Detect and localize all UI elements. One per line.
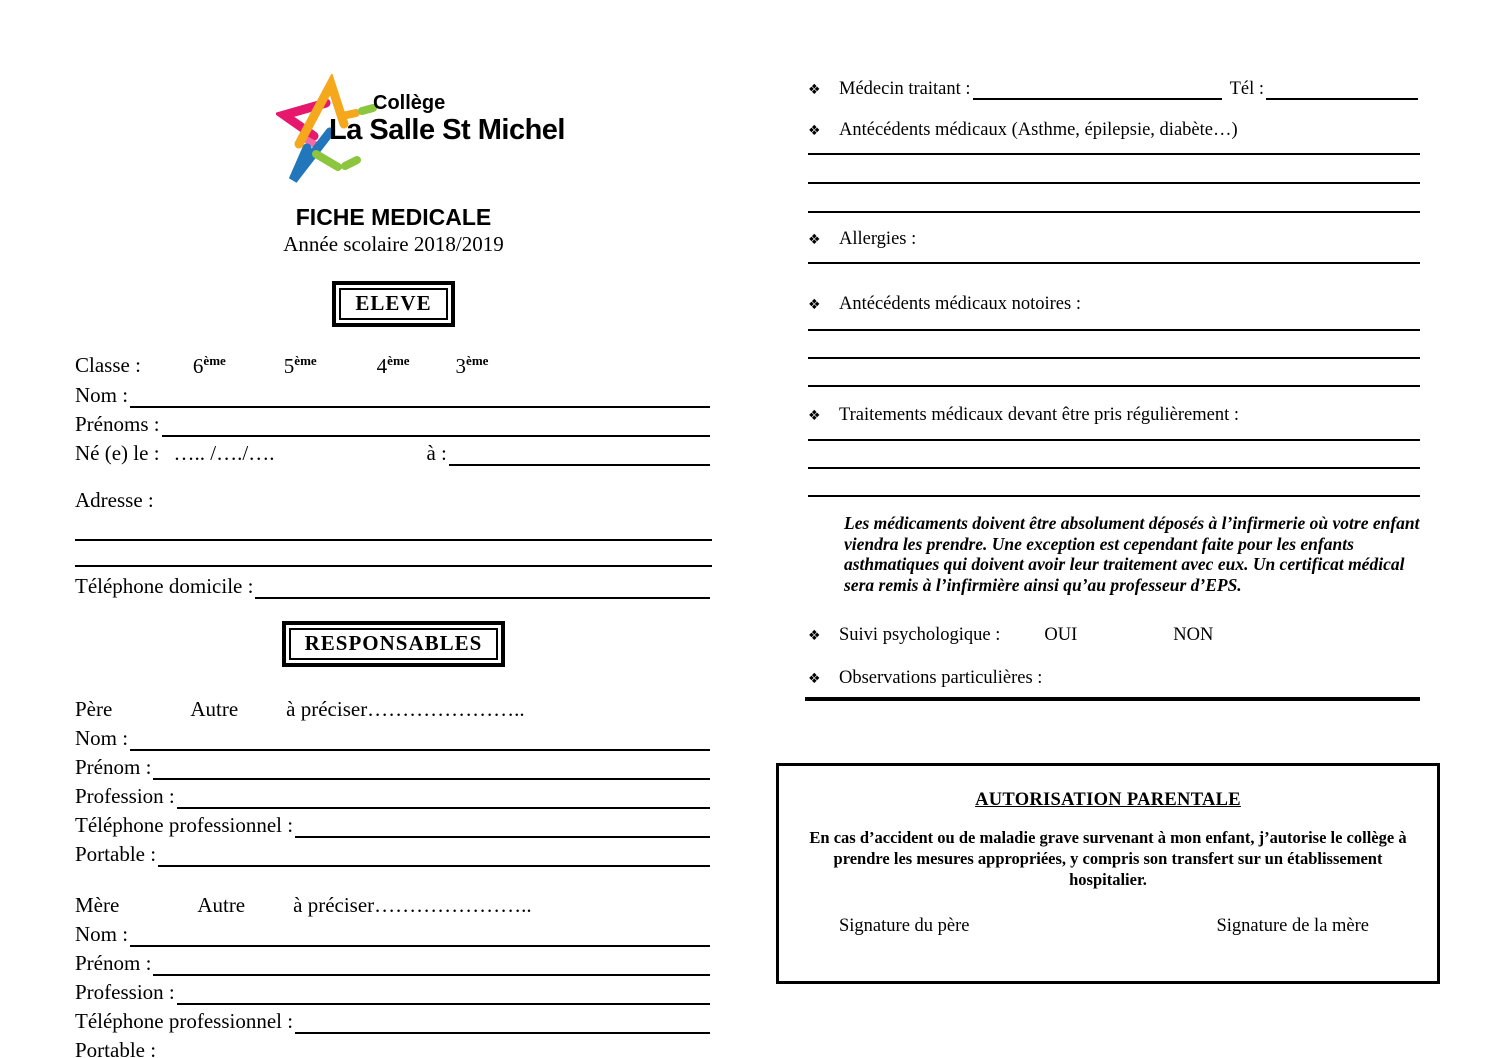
prenoms-label: Prénoms : [75, 412, 160, 436]
classe-option-3eme[interactable]: 3ème [455, 353, 489, 378]
traitements-label: Traitements médicaux devant être pris régulièrement : [839, 405, 1240, 425]
mere-preciser-label[interactable]: à préciser………………….. [293, 893, 532, 917]
mere-autre-label[interactable]: Autre [197, 893, 246, 917]
medecin-traitant-label: Médecin traitant : [839, 79, 971, 99]
adresse-blank-line-1[interactable] [75, 539, 712, 541]
notoires-label: Antécédents médicaux notoires : [839, 294, 1081, 314]
classe-row [75, 353, 712, 379]
prenoms-row [75, 411, 712, 437]
allergies-blank-line[interactable] [808, 262, 1420, 264]
antecedents-label: Antécédents médicaux (Asthme, épilepsie, diabète…) [839, 120, 1238, 140]
autorisation-parentale-box [776, 763, 1440, 984]
page-title: FICHE MEDICALE [295, 204, 492, 230]
observations-row [805, 668, 1420, 701]
allergies-row [808, 229, 1420, 250]
pere-tel-pro-row [75, 812, 712, 838]
classe-option-6eme[interactable]: 6ème [192, 353, 226, 378]
pere-nom-row [75, 725, 712, 751]
mere-nom-label: Nom : [75, 922, 129, 946]
diamond-bullet-icon: ❖ [808, 408, 821, 424]
pere-profession-blank-line[interactable] [177, 785, 710, 809]
pere-label[interactable]: Père [75, 697, 113, 721]
medecin-traitant-row [808, 76, 1420, 100]
observations-label: Observations particulières : [839, 668, 1043, 688]
prenoms-blank-line[interactable] [162, 413, 710, 437]
antecedents-row [808, 120, 1420, 141]
pere-profession-label: Profession : [75, 784, 175, 808]
mere-portable-label: Portable : [75, 1038, 157, 1058]
ne-le-label: Né (e) le : [75, 441, 160, 465]
logo-school-name: La Salle St Michel [329, 114, 565, 146]
pere-prenom-label: Prénom : [75, 755, 152, 779]
mere-portable-row [75, 1037, 712, 1058]
pere-prenom-blank-line[interactable] [153, 756, 710, 780]
signature-pere-label[interactable]: Signature du père [839, 916, 970, 936]
pere-nom-blank-line[interactable] [130, 727, 710, 751]
notoires-row [808, 294, 1420, 315]
suivi-oui-option[interactable]: OUI [1044, 625, 1078, 645]
mere-label[interactable]: Mère [75, 893, 120, 917]
logo-college-text: Collège [373, 92, 446, 114]
signatures-row [787, 916, 1429, 937]
tel-blank-line[interactable] [1266, 76, 1418, 100]
pere-prenom-row [75, 754, 712, 780]
pere-portable-row [75, 841, 712, 867]
autorisation-title: AUTORISATION PARENTALE [975, 790, 1241, 810]
traitements-blank-line-3[interactable] [808, 495, 1420, 497]
medicaments-note: Les médicaments doivent être absolument déposés à l’infirmerie où votre enfant viendra les prendre. Une exception est cependant faite pour les enfants asthmatiques qui doivent avoir leur traitement avec eux. Un certificat médical sera remis à l’infirmière ainsi qu’au professeur d’EPS. [844, 513, 1420, 595]
classe-option-5eme[interactable]: 5ème [283, 353, 317, 378]
antecedents-blank-line-3[interactable] [808, 211, 1420, 213]
eleve-section-box [332, 281, 454, 327]
adresse-blank-line-2[interactable] [75, 565, 712, 567]
pere-preciser-label[interactable]: à préciser………………….. [286, 697, 525, 721]
diamond-bullet-icon: ❖ [808, 671, 821, 687]
date-dots[interactable]: ….. /…./…. [173, 441, 275, 465]
mere-prenom-label: Prénom : [75, 951, 152, 975]
nom-blank-line[interactable] [130, 384, 710, 408]
tel-label: Tél : [1229, 79, 1264, 99]
classe-label: Classe : [75, 353, 141, 377]
diamond-bullet-icon: ❖ [808, 123, 821, 139]
pere-profession-row [75, 783, 712, 809]
pere-tel-pro-label: Téléphone professionnel : [75, 813, 294, 837]
antecedents-blank-line-1[interactable] [808, 153, 1420, 155]
mere-header-row [75, 893, 712, 918]
page-subtitle: Année scolaire 2018/2019 [283, 232, 504, 256]
classe-option-4eme[interactable]: 4ème [376, 353, 410, 378]
diamond-bullet-icon: ❖ [808, 82, 821, 98]
pere-portable-label: Portable : [75, 842, 157, 866]
mere-tel-pro-label: Téléphone professionnel : [75, 1009, 294, 1033]
responsables-section-box [282, 621, 506, 667]
diamond-bullet-icon: ❖ [808, 297, 821, 313]
tel-domicile-blank-line[interactable] [255, 575, 710, 599]
mere-profession-row [75, 979, 712, 1005]
mere-profession-blank-line[interactable] [177, 981, 710, 1005]
suivi-non-option[interactable]: NON [1173, 625, 1214, 645]
suivi-psychologique-row [808, 625, 1420, 646]
mere-nom-row [75, 921, 712, 947]
mere-prenom-blank-line[interactable] [153, 952, 710, 976]
tel-domicile-label: Téléphone domicile : [75, 574, 254, 598]
responsables-section-title: RESPONSABLES [289, 628, 499, 660]
notoires-blank-line-3[interactable] [808, 385, 1420, 387]
allergies-label: Allergies : [839, 229, 917, 249]
right-column [808, 0, 1420, 984]
pere-portable-blank-line[interactable] [158, 843, 710, 867]
diamond-bullet-icon: ❖ [808, 628, 821, 644]
left-column [75, 0, 712, 1058]
tel-domicile-row [75, 573, 712, 599]
mere-nom-blank-line[interactable] [130, 923, 710, 947]
naissance-row [75, 440, 712, 466]
adresse-label: Adresse : [75, 488, 154, 512]
traitements-row [808, 405, 1420, 426]
lieu-naissance-blank-line[interactable] [449, 442, 710, 466]
medecin-blank-line[interactable] [973, 76, 1222, 100]
traitements-blank-line-2[interactable] [808, 467, 1420, 469]
mere-profession-label: Profession : [75, 980, 175, 1004]
traitements-blank-line-1[interactable] [808, 439, 1420, 441]
antecedents-blank-line-2[interactable] [808, 182, 1420, 184]
pere-autre-label[interactable]: Autre [190, 697, 239, 721]
notoires-blank-line-2[interactable] [808, 357, 1420, 359]
pere-nom-label: Nom : [75, 726, 129, 750]
suivi-label: Suivi psychologique : [839, 625, 1001, 645]
autorisation-body: En cas d’accident ou de maladie grave survenant à mon enfant, j’autorise le collège à prendre les mesures appropriées, y compris son transfert sur un établissement hospitalier. [809, 828, 1407, 889]
eleve-section-title: ELEVE [339, 288, 447, 320]
signature-mere-label[interactable]: Signature de la mère [1216, 916, 1369, 936]
diamond-bullet-icon: ❖ [808, 232, 821, 248]
mere-portable-blank-line[interactable] [158, 1039, 710, 1058]
nom-row [75, 382, 712, 408]
nom-label: Nom : [75, 383, 129, 407]
notoires-blank-line-1[interactable] [808, 329, 1420, 331]
lieu-naissance-label: à : [426, 441, 447, 465]
pere-tel-pro-blank-line[interactable] [295, 814, 710, 838]
mere-tel-pro-blank-line[interactable] [295, 1010, 710, 1034]
mere-tel-pro-row [75, 1008, 712, 1034]
pere-header-row [75, 697, 712, 722]
mere-prenom-row [75, 950, 712, 976]
